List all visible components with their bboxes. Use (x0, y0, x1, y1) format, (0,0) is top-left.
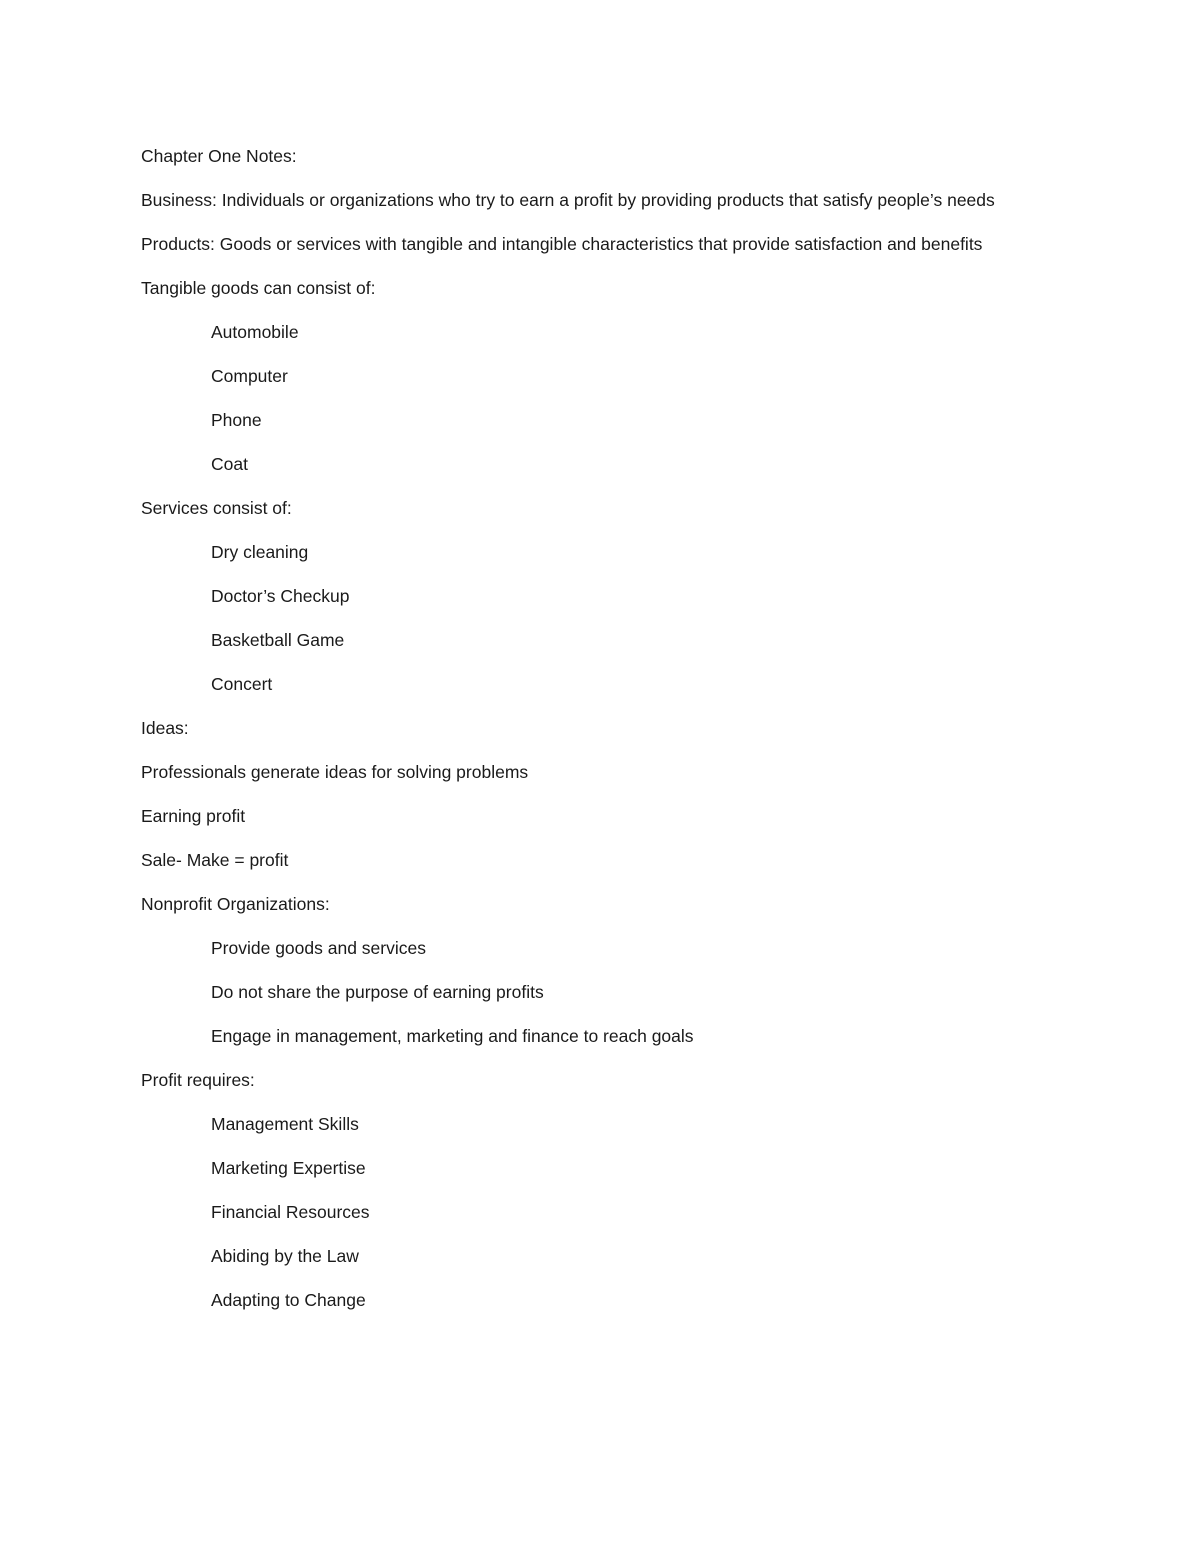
list-item: Provide goods and services (211, 938, 426, 958)
list-item: Marketing Expertise (211, 1158, 366, 1178)
note-professionals-ideas: Professionals generate ideas for solving problems (141, 762, 529, 782)
document-body (141, 142, 1061, 1330)
definition-business: Business: Individuals or organizations who try to earn a profit by providing products that satisfy people’s needs (141, 190, 995, 210)
list-item: Do not share the purpose of earning profits (211, 982, 544, 1002)
list-item: Basketball Game (211, 630, 345, 650)
list-item: Adapting to Change (211, 1290, 366, 1310)
list-item: Abiding by the Law (211, 1246, 359, 1266)
list-item: Dry cleaning (211, 542, 309, 562)
note-profit-formula: Sale- Make = profit (141, 850, 289, 870)
definition-products: Products: Goods or services with tangible and intangible characteristics that provide satisfaction and benefits (141, 234, 983, 254)
list-item: Automobile (211, 322, 299, 342)
list-item: Management Skills (211, 1114, 359, 1134)
section-profit-requires: Profit requires: (141, 1070, 255, 1090)
note-earning-profit: Earning profit (141, 806, 246, 826)
list-item: Coat (211, 454, 248, 474)
list-item: Financial Resources (211, 1202, 370, 1222)
list-item: Engage in management, marketing and finance to reach goals (211, 1026, 694, 1046)
section-ideas: Ideas: (141, 718, 189, 738)
section-nonprofit-organizations: Nonprofit Organizations: (141, 894, 330, 914)
section-services: Services consist of: (141, 498, 292, 518)
list-item: Concert (211, 674, 273, 694)
heading-chapter-one-notes: Chapter One Notes: (141, 146, 297, 166)
list-item: Phone (211, 410, 262, 430)
section-tangible-goods: Tangible goods can consist of: (141, 278, 376, 298)
list-item: Computer (211, 366, 288, 386)
list-item: Doctor’s Checkup (211, 586, 350, 606)
